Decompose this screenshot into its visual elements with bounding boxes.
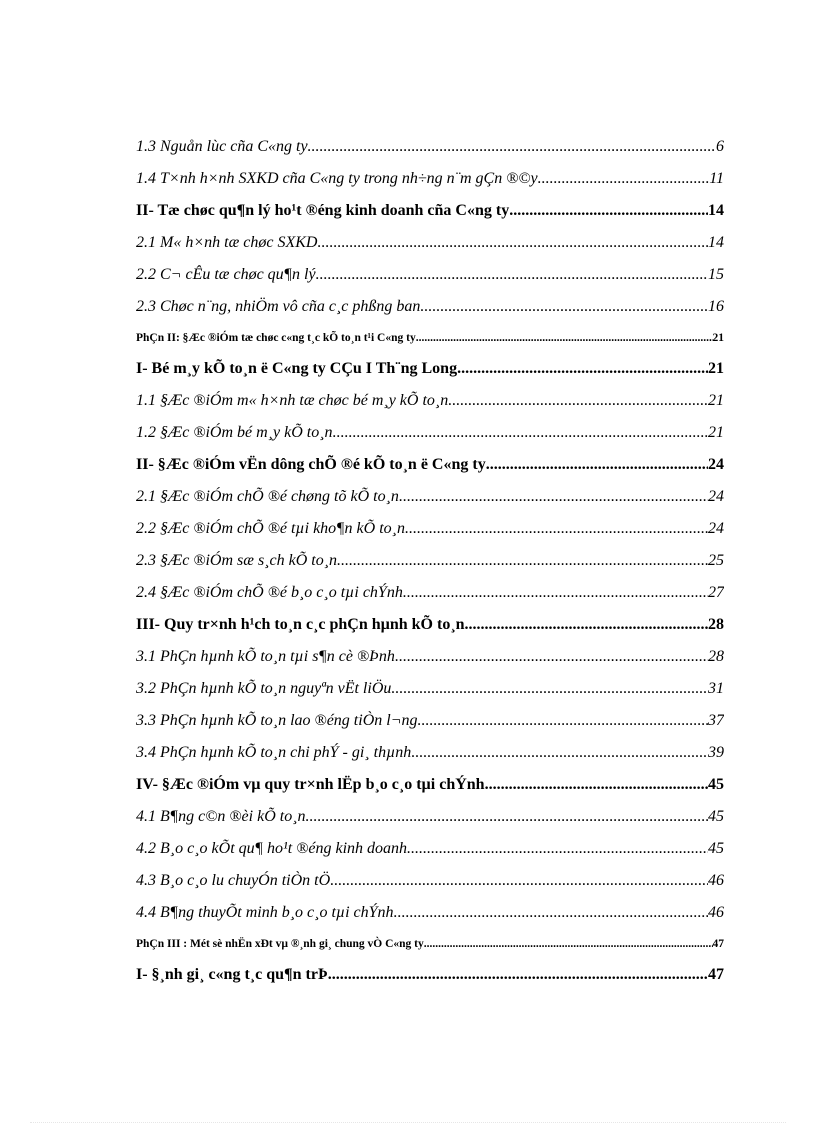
dot-leader xyxy=(417,705,708,737)
dot-leader xyxy=(416,323,713,353)
toc-entry xyxy=(136,737,724,769)
toc-entry-text: 3.2 PhÇn hµnh kÕ to¸n nguyªn vËt liÖu xyxy=(136,680,392,697)
dot-leader xyxy=(395,641,708,673)
toc-entry-text: II- §Æc ®iÓm vËn dông chÕ ®é kÕ to¸n ë C«ng ty xyxy=(136,456,486,473)
dot-leader xyxy=(405,513,708,545)
dot-leader xyxy=(333,417,708,449)
dot-leader xyxy=(485,769,708,801)
toc-section-heading xyxy=(136,195,724,227)
toc-entry-page: 24 xyxy=(708,456,724,473)
toc-entry-page: 31 xyxy=(708,680,724,697)
toc-section-heading xyxy=(136,769,724,801)
dot-leader xyxy=(486,449,708,481)
toc-entry xyxy=(136,545,724,577)
dot-leader xyxy=(330,865,708,897)
toc-entry-text: 2.2 §Æc ®iÓm chÕ ®é tµi kho¶n kÕ to¸n xyxy=(136,520,405,537)
toc-entry xyxy=(136,291,724,323)
toc-entry-text: I- Bé m¸y kÕ to¸n ë C«ng ty CÇu I Th¨ng Long xyxy=(136,360,458,377)
dot-leader xyxy=(403,577,708,609)
toc-entry-text: 1.3 Nguån lùc cña C«ng ty xyxy=(136,138,308,155)
dot-leader xyxy=(308,131,716,163)
toc-entry-page: 47 xyxy=(712,938,724,950)
toc-entry xyxy=(136,481,724,513)
toc-entry-page: 27 xyxy=(708,584,724,601)
dot-leader xyxy=(316,259,708,291)
toc-entry xyxy=(136,897,724,929)
toc-entry xyxy=(136,833,724,865)
toc-entry xyxy=(136,577,724,609)
toc-entry-page: 6 xyxy=(716,138,724,155)
toc-entry-page: 37 xyxy=(708,712,724,729)
toc-entry-text: I- §¸nh gi¸ c«ng t¸c qu¶n trÞ xyxy=(136,966,328,983)
toc-entry-text: IV- §Æc ®iÓm vµ quy tr×nh lËp b¸o c¸o tµi chÝnh xyxy=(136,776,485,793)
toc-entry-text: PhÇn II: §Æc ®iÓm tæ chøc c«ng t¸c kÕ to¸n t¹i C«ng ty xyxy=(136,332,416,344)
toc-entry-page: 28 xyxy=(708,648,724,665)
toc-entry-page: 45 xyxy=(708,776,724,793)
toc-entry-page: 45 xyxy=(708,808,724,825)
toc-entry-text: 4.1 B¶ng c©n ®èi kÕ to¸n xyxy=(136,808,306,825)
toc-entry-text: 2.3 §Æc ®iÓm sæ s¸ch kÕ to¸n xyxy=(136,552,338,569)
toc-part-heading xyxy=(136,323,724,353)
toc-section-heading xyxy=(136,449,724,481)
toc-entry-page: 14 xyxy=(708,234,724,251)
toc-entry xyxy=(136,163,724,195)
dot-leader xyxy=(411,737,708,769)
toc-entry-page: 15 xyxy=(708,266,724,283)
toc-entry-page: 28 xyxy=(708,616,724,633)
toc-section-heading xyxy=(136,959,724,991)
toc-entry xyxy=(136,385,724,417)
dot-leader xyxy=(337,545,708,577)
dot-leader xyxy=(424,929,713,959)
toc-entry-page: 25 xyxy=(708,552,724,569)
dot-leader xyxy=(399,481,708,513)
dot-leader xyxy=(407,833,708,865)
toc-entry-page: 21 xyxy=(708,392,724,409)
toc-entry xyxy=(136,705,724,737)
toc-entry-page: 21 xyxy=(712,332,724,344)
dot-leader xyxy=(420,291,708,323)
toc-entry xyxy=(136,641,724,673)
toc-entry-text: 2.1 §Æc ®iÓm chÕ ®é chøng tõ kÕ to¸n xyxy=(136,488,399,505)
toc-entry xyxy=(136,865,724,897)
toc-entry-text: 4.3 B¸o c¸o lu chuyÓn tiÒn tÖ xyxy=(136,872,331,889)
toc-entry xyxy=(136,673,724,705)
toc-entry-text: 2.2 C¬ cÊu tæ chøc qu¶n lý xyxy=(136,266,316,283)
toc-entry-text: 2.4 §Æc ®iÓm chÕ ®é b¸o c¸o tµi chÝnh xyxy=(136,584,403,601)
toc-entry-page: 46 xyxy=(708,904,724,921)
dot-leader xyxy=(465,609,708,641)
toc-entry xyxy=(136,131,724,163)
toc-entry-text: 3.1 PhÇn hµnh kÕ to¸n tµi s¶n cè ®Þnh xyxy=(136,648,395,665)
dot-leader xyxy=(391,673,708,705)
toc-entry-page: 14 xyxy=(708,202,724,219)
toc-entry-page: 16 xyxy=(708,298,724,315)
dot-leader xyxy=(509,195,708,227)
toc-entry-page: 45 xyxy=(708,840,724,857)
toc-entry-text: II- Tæ chøc qu¶n lý ho¹t ®éng kinh doanh cña C«ng ty xyxy=(136,202,510,219)
toc-entry xyxy=(136,227,724,259)
toc-entry-text: 2.3 Chøc n¨ng, nhiÖm vô cña c¸c phßng ban xyxy=(136,298,421,315)
toc-entry-page: 21 xyxy=(708,424,724,441)
toc-entry-text: 4.2 B¸o c¸o kÕt qu¶ ho¹t ®éng kinh doanh xyxy=(136,840,408,857)
toc-entry xyxy=(136,801,724,833)
dot-leader xyxy=(394,897,708,929)
toc-section-heading xyxy=(136,609,724,641)
toc-entry-page: 39 xyxy=(708,744,724,761)
toc-entry xyxy=(136,513,724,545)
toc-entry-text: 3.4 PhÇn hµnh kÕ to¸n chi phÝ - gi¸ thµnh xyxy=(136,744,412,761)
toc-entry-text: 1.4 T×nh h×nh SXKD cña C«ng ty trong nh÷ng n¨m gÇn ®©y xyxy=(136,170,538,187)
toc-entry-text: PhÇn III : Mét sè nhËn xÐt vµ ®¸nh gi¸ chung vÒ C«ng ty xyxy=(136,938,424,950)
toc-entry-page: 21 xyxy=(708,360,724,377)
toc-entry-page: 46 xyxy=(708,872,724,889)
toc-entry-text: 3.3 PhÇn hµnh kÕ to¸n lao ®éng tiÒn l¬ng xyxy=(136,712,418,729)
dot-leader xyxy=(306,801,708,833)
toc-entry-text: 1.2 §Æc ®iÓm bé m¸y kÕ to¸n xyxy=(136,424,333,441)
toc-entry-page: 11 xyxy=(709,170,724,187)
dot-leader xyxy=(328,959,708,991)
dot-leader xyxy=(538,163,710,195)
toc-entry-text: 2.1 M« h×nh tæ chøc SXKD xyxy=(136,234,318,251)
dot-leader xyxy=(448,385,708,417)
toc-entry-text: 4.4 B¶ng thuyÕt minh b¸o c¸o tµi chÝnh xyxy=(136,904,394,921)
toc-entry-page: 47 xyxy=(708,966,724,983)
toc-entry xyxy=(136,259,724,291)
toc-entry-page: 24 xyxy=(708,488,724,505)
toc-entry-text: III- Quy tr×nh h¹ch to¸n c¸c phÇn hµnh kÕ to¸n xyxy=(136,616,465,633)
toc-entry xyxy=(136,417,724,449)
dot-leader xyxy=(317,227,708,259)
toc-part-heading xyxy=(136,929,724,959)
dot-leader xyxy=(457,353,708,385)
table-of-contents xyxy=(136,131,724,991)
toc-entry-text: 1.1 §Æc ®iÓm m« h×nh tæ chøc bé m¸y kÕ to¸n xyxy=(136,392,449,409)
toc-section-heading xyxy=(136,353,724,385)
toc-entry-page: 24 xyxy=(708,520,724,537)
